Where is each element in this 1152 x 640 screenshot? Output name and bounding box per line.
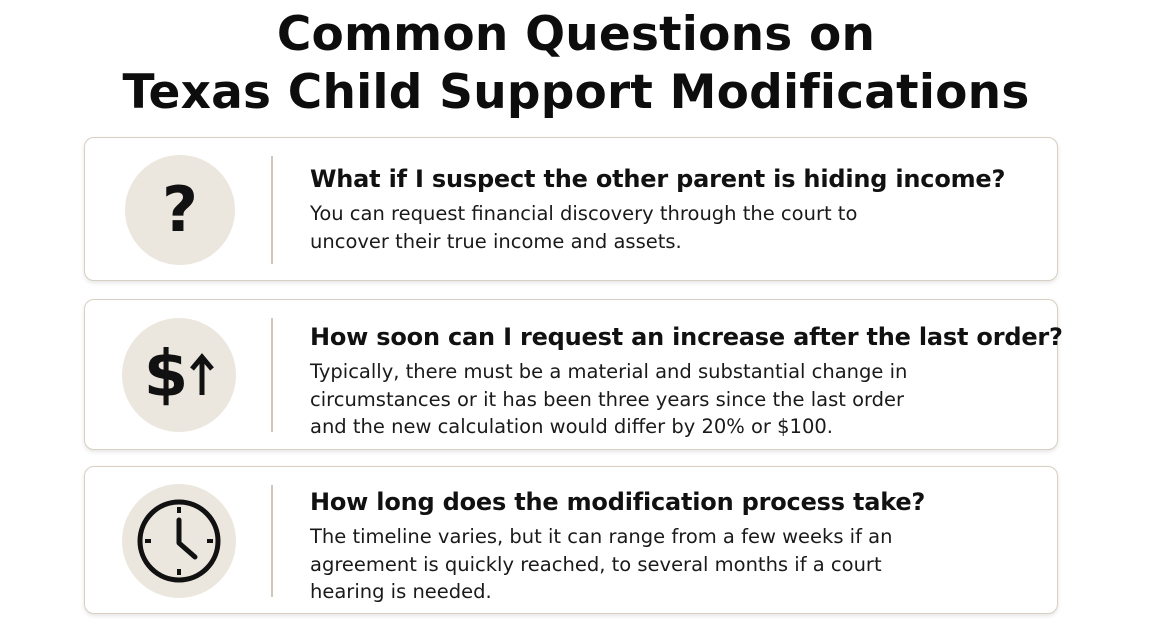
question-mark-icon: [125, 155, 235, 265]
page-title-line-2: Texas Child Support Modifications: [122, 65, 1030, 120]
clock-icon: [122, 484, 236, 598]
card-divider: [271, 156, 273, 264]
dollar-up-arrow-icon: [122, 318, 236, 432]
faq-card-process-duration: [84, 466, 1058, 614]
faq-question: What if I suspect the other parent is hiding income?: [310, 165, 1006, 193]
card-divider: [271, 318, 273, 432]
faq-card-increase-timing: [84, 299, 1063, 450]
faq-answer: Typically, there must be a material and substantial change in circumstances or it has been three years since the last order and the new calculation would differ by 20% or $100.: [310, 360, 908, 438]
faq-answer: The timeline varies, but it can range from a few weeks if an agreement is quickly reached, to several months if a court hearing is needed.: [310, 525, 893, 603]
faq-text: [310, 486, 1037, 606]
faq-question: How soon can I request an increase after the last order?: [310, 323, 1063, 351]
card-divider: [271, 485, 273, 597]
up-arrow-icon: [190, 353, 214, 397]
question-mark-glyph: ?: [162, 173, 198, 246]
dollar-sign-glyph: $: [143, 338, 189, 412]
dollar-up-arrow-group: [143, 338, 215, 412]
faq-answer: You can request financial discovery through the court to uncover their true income and assets.: [310, 202, 858, 253]
page-title-line-1: Common Questions on: [276, 7, 876, 62]
page-title: [0, 6, 1152, 122]
faq-card-hidden-income: [84, 137, 1058, 281]
faq-question: How long does the modification process take?: [310, 488, 926, 516]
faq-text: [310, 163, 1037, 255]
clock-face: [136, 498, 222, 584]
faq-text: [310, 321, 1063, 441]
